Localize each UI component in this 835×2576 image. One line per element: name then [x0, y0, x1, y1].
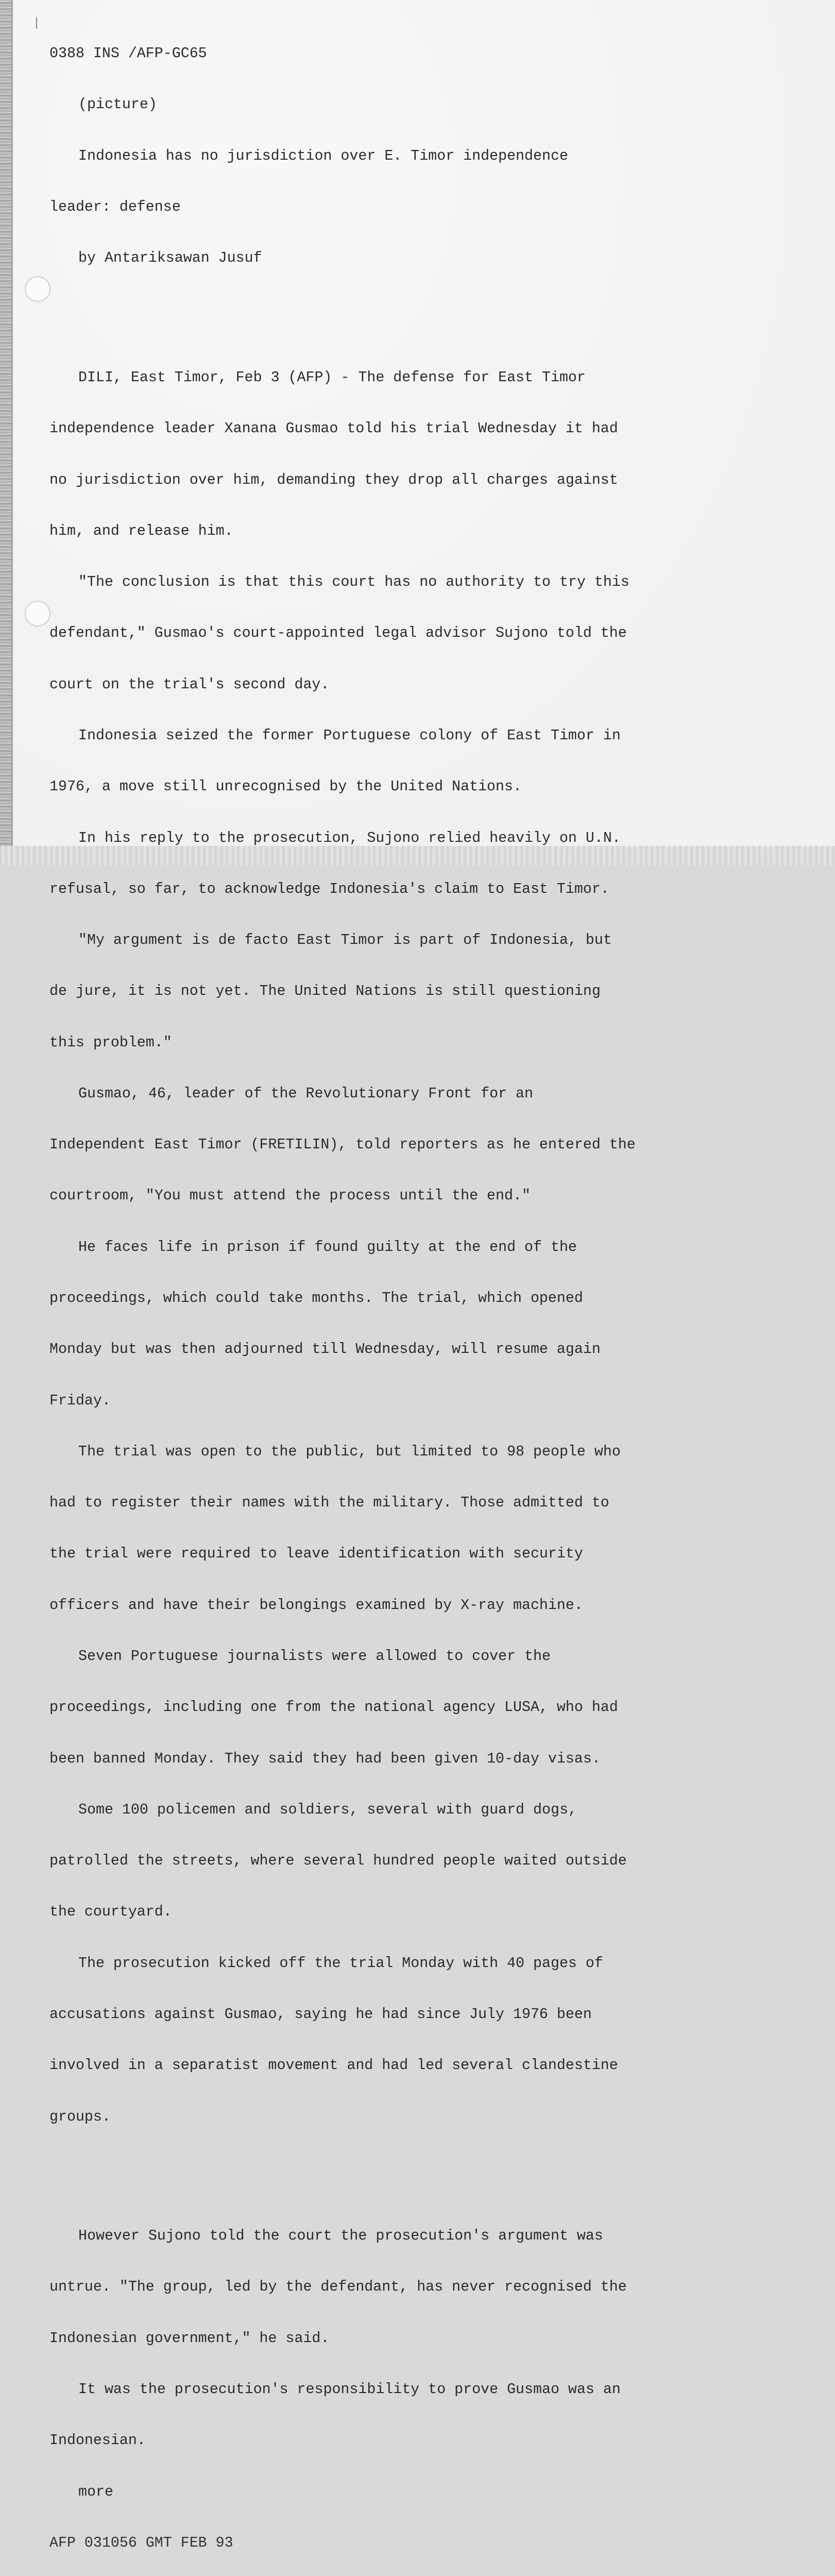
body-line: defendant," Gusmao's court-appointed legal advisor Sujono told the — [49, 625, 627, 642]
body-line: proceedings, including one from the national agency LUSA, who had — [49, 1699, 618, 1716]
more-marker: more — [78, 2483, 113, 2500]
blank-line — [49, 2160, 693, 2177]
body-line: him, and release him. — [49, 522, 233, 539]
body-line: no jurisdiction over him, demanding they drop all charges against — [49, 471, 618, 488]
picture-tag: (picture) — [78, 96, 157, 113]
body-line: In his reply to the prosecution, Sujono relied heavily on U.N. — [78, 829, 621, 846]
blank-line — [49, 301, 693, 318]
body-line: Friday. — [49, 1392, 111, 1409]
body-line: However Sujono told the court the prosecution's argument was — [78, 2228, 603, 2245]
body-line: Independent East Timor (FRETILIN), told reporters as he entered the — [49, 1137, 636, 1154]
dateline-slug: AFP 031056 GMT FEB 93 — [49, 2534, 233, 2551]
body-line: de jure, it is not yet. The United Nations is still questioning — [49, 983, 601, 1000]
body-line: untrue. "The group, led by the defendant, has never recognised the — [49, 2279, 627, 2296]
body-line: refusal, so far, to acknowledge Indonesia's claim to East Timor. — [49, 880, 609, 897]
body-line: Gusmao, 46, leader of the Revolutionary Front for an — [78, 1085, 534, 1102]
body-line: Indonesian government," he said. — [49, 2330, 330, 2347]
body-line: involved in a separatist movement and had led several clandestine — [49, 2057, 618, 2074]
body-line: the trial were required to leave identification with security — [49, 1546, 583, 1563]
body-line: 1976, a move still unrecognised by the United Nations. — [49, 778, 522, 795]
body-line: independence leader Xanana Gusmao told his trial Wednesday it had — [49, 420, 618, 437]
margin-mark — [36, 18, 37, 29]
body-line: patrolled the streets, where several hundred people waited outside — [49, 1853, 627, 1870]
body-line: Some 100 policemen and soldiers, several with guard dogs, — [78, 1801, 577, 1818]
byline: by Antariksawan Jusuf — [78, 250, 262, 267]
body-line: "The conclusion is that this court has no authority to try this — [78, 574, 629, 591]
body-line: officers and have their belongings examined by X-ray machine. — [49, 1597, 583, 1614]
punch-hole — [25, 601, 50, 626]
body-line: Indonesian. — [49, 2432, 146, 2449]
punch-hole — [25, 276, 50, 302]
body-line: Monday but was then adjourned till Wednesday, will resume again — [49, 1341, 601, 1358]
body-line: It was the prosecution's responsibility to prove Gusmao was an — [78, 2381, 621, 2398]
body-line: courtroom, "You must attend the process until the end." — [49, 1188, 531, 1205]
body-line: this problem." — [49, 1034, 172, 1051]
wire-story — [49, 11, 693, 2576]
binding-edge — [0, 0, 11, 866]
headline-line: leader: defense — [49, 199, 181, 216]
body-line: been banned Monday. They said they had been given 10-day visas. — [49, 1750, 601, 1767]
body-line: had to register their names with the military. Those admitted to — [49, 1495, 609, 1512]
body-line: accusations against Gusmao, saying he had since July 1976 been — [49, 2006, 592, 2023]
body-line: groups. — [49, 2108, 111, 2125]
body-line: Indonesia seized the former Portuguese colony of East Timor in — [78, 727, 621, 744]
body-line: The prosecution kicked off the trial Monday with 40 pages of — [78, 1955, 603, 1972]
story-slug: 0388 INS /AFP-GC65 — [49, 45, 207, 62]
body-line: court on the trial's second day. — [49, 676, 330, 693]
headline-line: Indonesia has no jurisdiction over E. Timor independence — [78, 147, 568, 164]
body-line: The trial was open to the public, but limited to 98 people who — [78, 1443, 621, 1460]
body-line: DILI, East Timor, Feb 3 (AFP) - The defense for East Timor — [78, 369, 586, 386]
binding-shadow — [11, 0, 13, 866]
body-line: Seven Portuguese journalists were allowed to cover the — [78, 1648, 551, 1665]
body-line: the courtyard. — [49, 1904, 172, 1921]
body-line: He faces life in prison if found guilty at the end of the — [78, 1239, 577, 1256]
body-line: "My argument is de facto East Timor is part of Indonesia, but — [78, 932, 612, 949]
body-line: proceedings, which could take months. The trial, which opened — [49, 1290, 583, 1307]
